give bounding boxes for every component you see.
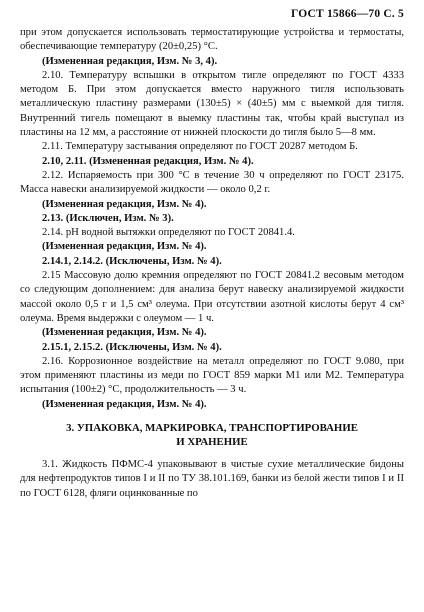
amendment-note: 2.10, 2.11. (Измененная редакция, Изм. № 4). bbox=[42, 155, 254, 167]
paragraph: 2.11. Температуру застывания определяют по ГОСТ 20287 методом Б. bbox=[42, 141, 358, 153]
amendment-note: (Измененная редакция, Изм. № 4). bbox=[42, 327, 207, 339]
paragraph: 2.14. pH водной вытяжки определяют по ГОСТ 20841.4. bbox=[42, 227, 295, 239]
spacer bbox=[20, 449, 404, 458]
paragraph: 3.1. Жидкость ПФМС-4 упаковывают в чистые сухие металлические бидоны для нефтепродуктов типов I и II по ТУ 38.101.169, банки из белой жести типов I и II по ГОСТ 6128, фляги оцинкованные по bbox=[20, 459, 404, 499]
amendment-note: (Измененная редакция, Изм. № 4). bbox=[42, 241, 207, 253]
amendment-note: 2.14.1, 2.14.2. (Исключены, Изм. № 4). bbox=[42, 255, 222, 267]
amendment-note: 2.15.1, 2.15.2. (Исключены, Изм. № 4). bbox=[42, 341, 222, 353]
document-body bbox=[20, 26, 404, 501]
amendment-note: (Измененная редакция, Изм. № 3, 4). bbox=[42, 55, 218, 67]
paragraph: 2.12. Испаряемость при 300 °С в течение 30 ч определяют по ГОСТ 23175. Масса навески анализируемой жидкости — около 0,2 г. bbox=[20, 169, 404, 196]
paragraph: 2.16. Коррозионное воздействие на металл определяют по ГОСТ 9.080, при этом применяют пластины из меди по ГОСТ 859 марки М1 или М2. Температура испытания (100±2) °С, продолжительность — 3 ч. bbox=[20, 355, 404, 396]
section-heading: И ХРАНЕНИЕ bbox=[176, 436, 248, 449]
amendment-note: 2.13. (Исключен, Изм. № 3). bbox=[42, 212, 174, 224]
spacer bbox=[20, 412, 404, 421]
paragraph: при этом допускается использовать термостатирующие устройства и термостаты, обеспечивающие температуру (20±0,25) °С. bbox=[20, 27, 404, 53]
section-heading: 3. УПАКОВКА, МАРКИРОВКА, ТРАНСПОРТИРОВАНИЕ bbox=[66, 422, 358, 435]
paragraph: 2.10. Температуру вспышки в открытом тигле определяют по ГОСТ 4333 методом Б. При этом допускается вместо наружного тигля использовать металлическую пластину размерами (130±5) × (40±5) мм с выемкой для тигля. Внутренний тигель помещают в выемку пластины так, чтобы край выступал из пластины на 12 мм, а расстояние от нижней плоскости до тигля было 5—8 мм. bbox=[20, 69, 404, 139]
amendment-note: (Измененная редакция, Изм. № 4). bbox=[42, 398, 207, 410]
page-header: ГОСТ 15866—70 С. 5 bbox=[291, 8, 404, 20]
amendment-note: (Измененная редакция, Изм. № 4). bbox=[42, 198, 207, 210]
paragraph: 2.15 Массовую долю кремния определяют по ГОСТ 20841.2 весовым методом со следующим дополнением: для анализа берут навеску анализируемой жидкости массой около 0,5 г и 1,5 см³ олеума. При отсутствии азотной кислоты берут 4 см³ олеума. Время выдержки с олеумом — 1 ч. bbox=[20, 270, 404, 324]
